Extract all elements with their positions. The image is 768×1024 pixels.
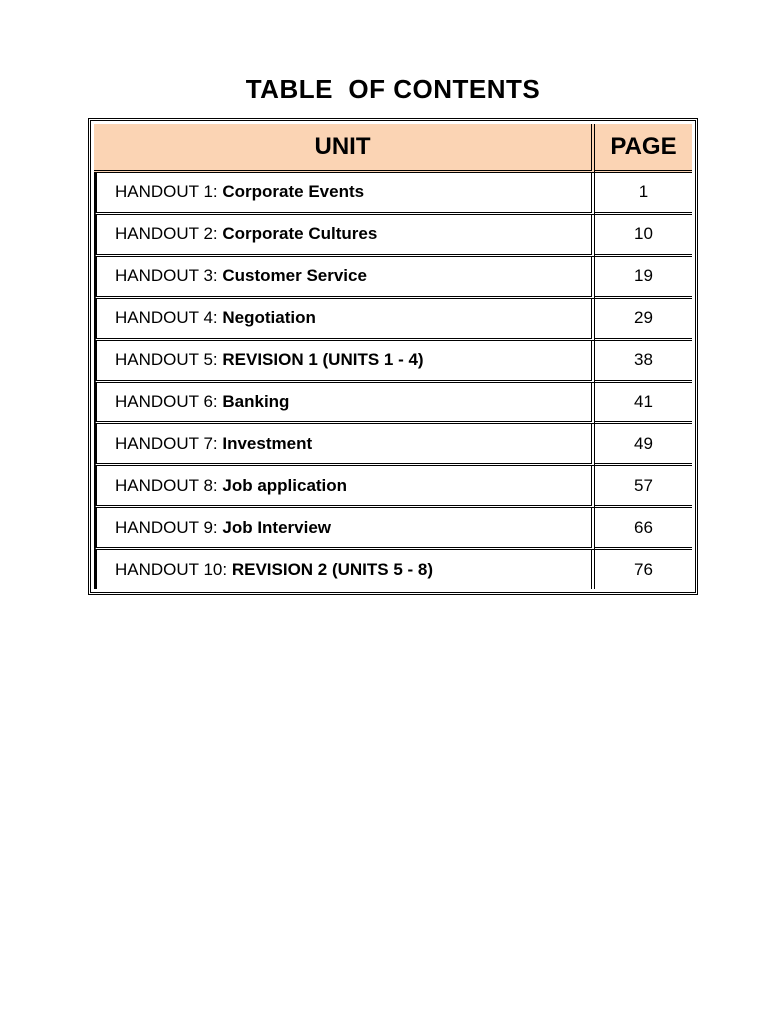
unit-cell	[94, 215, 595, 257]
handout-number: HANDOUT 2:	[115, 224, 223, 244]
handout-number: HANDOUT 4:	[115, 308, 223, 328]
unit-cell	[94, 173, 595, 215]
handout-number: HANDOUT 8:	[115, 475, 223, 495]
page-title: TABLE OF CONTENTS	[245, 74, 541, 104]
unit-cell	[94, 257, 595, 299]
page-number: 10	[595, 215, 692, 257]
handout-number: HANDOUT 9:	[115, 517, 223, 537]
table-row	[94, 257, 692, 299]
unit-cell	[94, 550, 595, 589]
handout-number: HANDOUT 10:	[115, 559, 232, 579]
unit-cell	[94, 383, 595, 425]
table-row	[94, 173, 692, 215]
handout-topic: Customer Service	[222, 266, 367, 286]
table-row	[94, 341, 692, 383]
handout-number: HANDOUT 5:	[115, 350, 223, 370]
unit-column-header: UNIT	[94, 124, 595, 173]
page-number: 38	[595, 341, 692, 383]
table-row	[94, 215, 692, 257]
table-row	[94, 508, 692, 550]
handout-number: HANDOUT 3:	[115, 266, 223, 286]
handout-number: HANDOUT 1:	[115, 182, 223, 202]
handout-topic: Corporate Cultures	[222, 224, 378, 244]
unit-cell	[94, 341, 595, 383]
handout-topic: Corporate Events	[222, 182, 365, 202]
unit-cell	[94, 466, 595, 508]
handout-topic: Negotiation	[222, 308, 316, 328]
table-row	[94, 299, 692, 341]
table-row	[94, 383, 692, 425]
toc-body	[94, 173, 692, 589]
table-header-row	[94, 124, 692, 173]
page-number: 19	[595, 257, 692, 299]
handout-topic: REVISION 1 (UNITS 1 - 4)	[222, 350, 424, 370]
handout-topic: Job Interview	[222, 517, 332, 537]
table-row	[94, 550, 692, 589]
page-number: 49	[595, 424, 692, 466]
table-row	[94, 466, 692, 508]
page-number: 76	[634, 559, 653, 579]
table-row	[94, 424, 692, 466]
page-number: 66	[595, 508, 692, 550]
page-column-header: PAGE	[595, 124, 692, 173]
toc-table	[94, 124, 692, 589]
handout-topic: Investment	[222, 433, 313, 453]
page-number: 1	[595, 173, 692, 215]
unit-cell	[94, 424, 595, 466]
unit-cell	[94, 299, 595, 341]
handout-topic: Banking	[222, 391, 290, 411]
page-number: 57	[595, 466, 692, 508]
table-of-contents	[88, 118, 698, 595]
handout-topic: REVISION 2 (UNITS 5 - 8)	[231, 559, 434, 579]
handout-number: HANDOUT 6:	[115, 391, 223, 411]
page-number: 29	[595, 299, 692, 341]
unit-cell	[94, 508, 595, 550]
handout-topic: Job application	[222, 475, 348, 495]
page-number: 41	[595, 383, 692, 425]
handout-number: HANDOUT 7:	[115, 433, 223, 453]
